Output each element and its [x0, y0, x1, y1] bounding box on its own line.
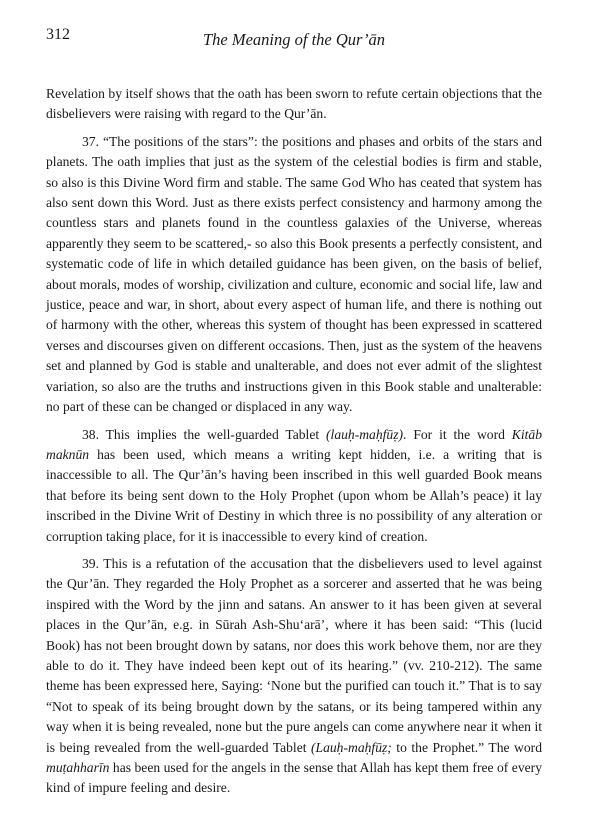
paragraph-p37	[46, 132, 542, 418]
running-title: The Meaning of the Qur’ān	[202, 30, 386, 49]
text-run: 39. This is a refutation of the accusation that the disbelievers used to level against the Qur’ān. They regarded the Holy Prophet as a sorcerer and asserted that he was being inspired with the Word by the jinn and satans. An answer to it has been given at several places in the Qur’ān, e.g. in Sūrah Ash-Shu‘arā’, where it has been said: “This (lucid Book) has not been brought down by satans, nor does this work behove them, nor are they able to do it. They have indeed been kept out of its hearing.” (vv. 210-212). The same theme has been expressed here, Saying: ‘None but the purified can touch it.” That is to say “Not to speak of its being brought down by the satans, or its being tampered within any way when it is being revealed, none but the pure angels can come anywhere near it when it is being revealed from the well-guarded Tablet	[46, 555, 542, 755]
text-run: has been used, which means a writing kept hidden, i.e. a writing that is inaccessible to all. The Qur’ān’s having been inscribed in this well guarded Book means that before its being sent down to the Holy Prophet (upon whom be Allah’s peace) it lay inscribed in the Divine Writ of Destiny in which three is no possibility of any alteration or corruption taking place, for it is inaccessible to every kind of creation.	[46, 446, 542, 544]
italic-term: muṭahharīn	[46, 760, 110, 775]
paragraph-p0	[46, 84, 542, 125]
paragraph-p38	[46, 425, 542, 547]
text-run: 38. This implies the well-guarded Tablet	[82, 426, 327, 442]
text-run: to the Prophet.” The word	[391, 739, 542, 755]
text-run: has been used for the angels in the sense that Allah has kept them free of every kind of impure feeling and desire.	[46, 760, 542, 796]
page-number: 312	[46, 26, 70, 43]
text-run: Revelation by itself shows that the oath has been sworn to refute certain objections that the disbelievers were raising with regard to the Qur’ān.	[46, 86, 542, 122]
italic-term: (Lauḥ-maḥfūẓ;	[311, 739, 392, 755]
italic-term: (lauḥ-maḥfūẓ)	[326, 426, 404, 442]
italic-term: Kitāb maknūn	[46, 426, 542, 462]
body-text	[46, 84, 542, 799]
paragraph-p39	[46, 554, 542, 799]
text-run: 37. “The positions of the stars”: the positions and phases and orbits of the stars and planets. The oath implies that just as the system of the celestial bodies is firm and stable, so also is this Divine Word firm and stable. The same God Who has ceated that system has also sent down this Word. Just as there exists perfect consistency and harmony among the countless stars and planets found in the countless galaxies of the Universe, whereas apparently they seem to be scattered,- so also this Book presents a perfectly consistent, and systematic code of life in which detailed guidance has been given, on the basis of belief, about morals, modes of worship, civilization and culture, economic and social life, law and justice, peace and war, in short, about every aspect of human life, and there is nothing out of harmony with the other, whereas this system of thought has been expressed in scattered verses and discourses given on different occasions. Then, just as the system of the heavens set and planned by God is stable and unalterable, and does not ever admit of the slightest variation, so also are the truths and instructions given in this Book stable and unalterable: no part of these can be changed or displaced in any way.	[46, 133, 542, 415]
text-run: . For it the word	[403, 426, 512, 442]
page-header	[46, 22, 542, 60]
